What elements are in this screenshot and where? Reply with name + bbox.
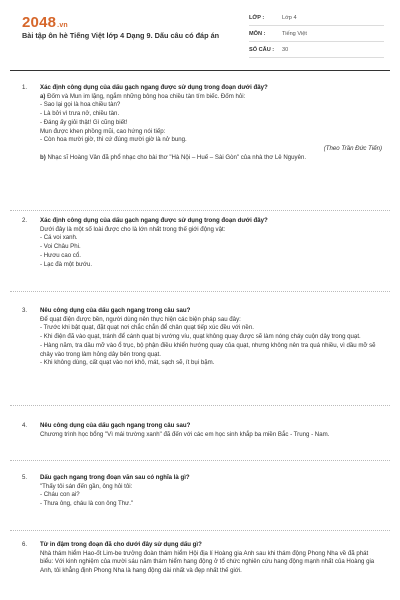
- question-count-label: SỐ CÂU :: [249, 46, 275, 53]
- question-line: - Trước khi bật quạt, đặt quạt nơi chắc chắn để chân quạt tiếp xúc đều với nền.: [40, 324, 254, 332]
- question-line: - Cháu con ai?: [40, 491, 80, 499]
- question-line: Nhạc sĩ Hoàng Vân đã phổ nhạc cho bài thơ "Hà Nội – Huế – Sài Gòn" của nhà thơ Lê Nguyên.: [47, 153, 307, 161]
- source-citation: (Theo Trần Đức Tiến): [323, 144, 382, 152]
- meta-info-box: [249, 10, 384, 58]
- question-number: 5.: [22, 474, 28, 481]
- question-1: [22, 84, 382, 162]
- question-line: Nhà thám hiểm Hao-ốt Lim-be trưởng đoàn thám hiểm Hội địa lí Hoàng gia Anh sau khi thám động Phong Nha về đã phát biểu: Với kinh nghiệm của mười sáu năm thám hiểm hang động ở tổ chức nghiên cứu hang động mạnh nhất của Hoàng gia Anh, tôi khẳng định Phong Nha là hang động dài nhất và đẹp nhất thế giới.: [40, 549, 375, 575]
- page-header: [0, 0, 400, 66]
- question-title: Nêu công dụng của dấu gạch ngang trong câu sau?: [40, 307, 191, 314]
- class-value: Lớp 4: [282, 14, 297, 21]
- logo-suffix: .vn: [57, 22, 68, 29]
- question-count-value: 30: [282, 46, 289, 53]
- question-line: - Khi không dùng, cất quạt vào nơi khô, mát, sạch sẽ, ít bụi bặm.: [40, 359, 215, 367]
- question-line: Chương trình học bổng "Vì mái trường xanh" đã đến với các em học sinh khắp ba miền Bắc - Trung - Nam.: [40, 430, 330, 438]
- question-separator: [10, 291, 390, 292]
- question-separator: [10, 210, 390, 211]
- question-title: Nêu công dụng của dấu gạch ngang trong câu sau?: [40, 422, 191, 429]
- meta-row-class: [249, 10, 384, 26]
- question-4: [22, 422, 382, 439]
- question-number: 6.: [22, 541, 28, 548]
- meta-row-subject: [249, 26, 384, 42]
- question-line: Mun được khen phồng mũi, cao hứng nói tiếp:: [40, 127, 166, 135]
- question-line: - Cá voi xanh.: [40, 234, 78, 242]
- question-line: - Thưa ông, cháu là con ông Thư.": [40, 500, 134, 508]
- question-line: - Hàng năm, tra dầu mỡ vào ổ trục, bộ phận điều khiển hướng quay của quạt, nhưng không nên tra quá nhiều, vì dầu mỡ sẽ chảy vào trong làm hỏng dây bên trong quạt.: [40, 341, 376, 358]
- question-line: - Là bởi vì trưa nở, chiều tàn.: [40, 110, 120, 118]
- question-6: [22, 541, 382, 576]
- question-line: "Thấy tôi sán đến gần, ông hỏi tôi:: [40, 482, 133, 490]
- question-3: [22, 307, 382, 368]
- question-title: Từ in đậm trong đoạn đã cho dưới đây sử dụng dấu gì?: [40, 541, 202, 548]
- question-separator: [10, 530, 390, 531]
- question-line: - Voi Châu Phi.: [40, 243, 81, 251]
- question-line: Dưới đây là một số loài được cho là lớn nhất trong thế giới động vật:: [40, 225, 226, 233]
- document-title: Bài tập ôn hè Tiếng Việt lớp 4 Dạng 9. Dấu câu có đáp án: [22, 31, 220, 40]
- meta-row-count: [249, 42, 384, 58]
- question-line: Đốm và Mun im lặng, ngắm những bông hoa chiều tàn tím biếc. Đốm hỏi:: [47, 92, 246, 100]
- question-title: Xác định công dụng của dấu gạch ngang được sử dụng trong đoạn dưới đây?: [40, 84, 268, 91]
- question-number: 1.: [22, 84, 28, 91]
- question-title: Dấu gạch ngang trong đoạn văn sau có nghĩa là gì?: [40, 474, 190, 481]
- question-line: - Đáng ấy giỏi thật! Gì cũng biết!: [40, 118, 128, 126]
- question-2: [22, 217, 382, 269]
- site-logo[interactable]: [22, 14, 68, 31]
- header-divider: [10, 70, 390, 71]
- subject-label: MÔN :: [249, 30, 266, 37]
- subject-value: Tiếng Việt: [282, 30, 307, 37]
- question-title: Xác định công dụng của dấu gạch ngang được sử dụng trong đoạn dưới đây?: [40, 217, 268, 224]
- question-line: - Hươu cao cổ.: [40, 251, 81, 259]
- question-separator: [10, 460, 390, 461]
- question-number: 2.: [22, 217, 28, 224]
- question-line: - Khi điện đã vào quạt, tránh để cánh quạt bị vướng víu, quạt không quay được sẽ làm nóng cháy cuộn dây trong quạt.: [40, 333, 361, 341]
- question-number: 4.: [22, 422, 28, 429]
- logo-main-text: 2048: [22, 14, 57, 31]
- question-5: [22, 474, 382, 509]
- part-b-label: b): [40, 153, 46, 161]
- question-separator: [10, 405, 390, 406]
- question-line: - Còn hoa mười giờ, thì cứ đúng mười giờ là nở bung.: [40, 136, 187, 144]
- question-line: Để quạt điện được bền, người dùng nên thực hiện các biện pháp sau đây:: [40, 315, 241, 323]
- question-number: 3.: [22, 307, 28, 314]
- class-label: LỚP :: [249, 14, 265, 21]
- part-a-label: a): [40, 92, 46, 100]
- question-line: - Lạc đà một bướu.: [40, 260, 93, 268]
- question-line: - Sao lại gọi là hoa chiều tàn?: [40, 101, 121, 109]
